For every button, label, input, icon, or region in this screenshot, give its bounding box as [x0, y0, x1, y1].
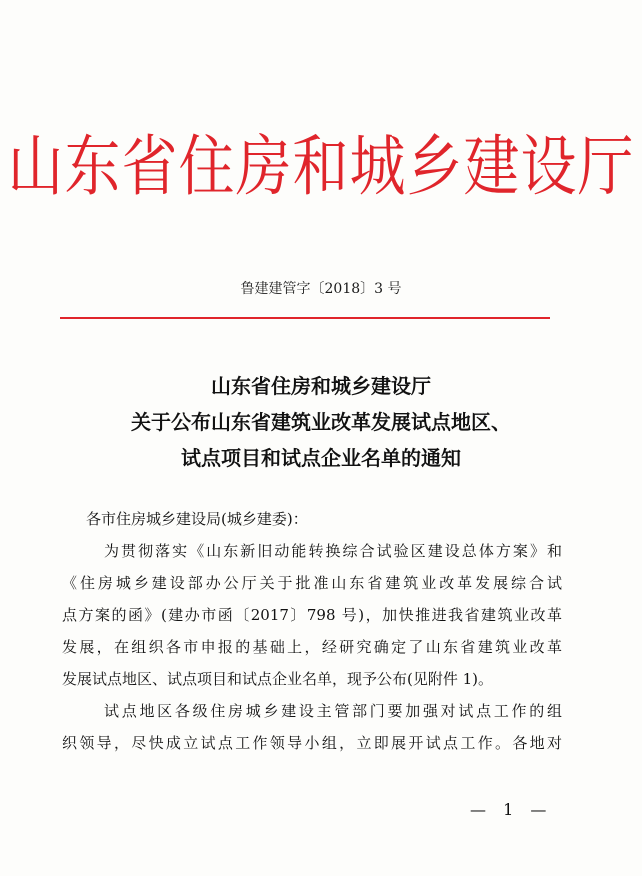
document-number: 鲁建建管字〔2018〕3 号 — [240, 281, 402, 297]
body-line-1: 为贯彻落实《山东新旧动能转换综合试验区建设总体方案》和 — [104, 542, 562, 560]
body-line-2: 《住房城乡建设部办公厅关于批准山东省建筑业改革发展综合试 — [62, 574, 562, 592]
notice-title-line-1: 山东省住房和城乡建设厅 — [211, 374, 431, 398]
body-line-4: 发展，在组织各市申报的基础上，经研究确定了山东省建筑业改革 — [62, 638, 562, 656]
body-line-6: 试点地区各级住房城乡建设主管部门要加强对试点工作的组 — [104, 702, 562, 720]
page-number: — 1 — — [470, 800, 553, 819]
red-divider-line — [60, 317, 550, 319]
body-line-7: 织领导，尽快成立试点工作领导小组，立即展开试点工作。各地对 — [62, 734, 562, 752]
notice-title-line-2: 关于公布山东省建筑业改革发展试点地区、 — [131, 410, 511, 434]
body-line-3: 点方案的函》(建办市函〔2017〕798 号)，加快推进我省建筑业改革 — [62, 606, 562, 624]
addressee: 各市住房城乡建设局(城乡建委)： — [86, 510, 308, 528]
body-line-5: 发展试点地区、试点项目和试点企业名单，现予公布(见附件 1)。 — [62, 670, 494, 688]
issuer-letterhead: 山东省住房和城乡建设厅 — [7, 129, 635, 206]
notice-title-line-3: 试点项目和试点企业名单的通知 — [181, 446, 461, 470]
